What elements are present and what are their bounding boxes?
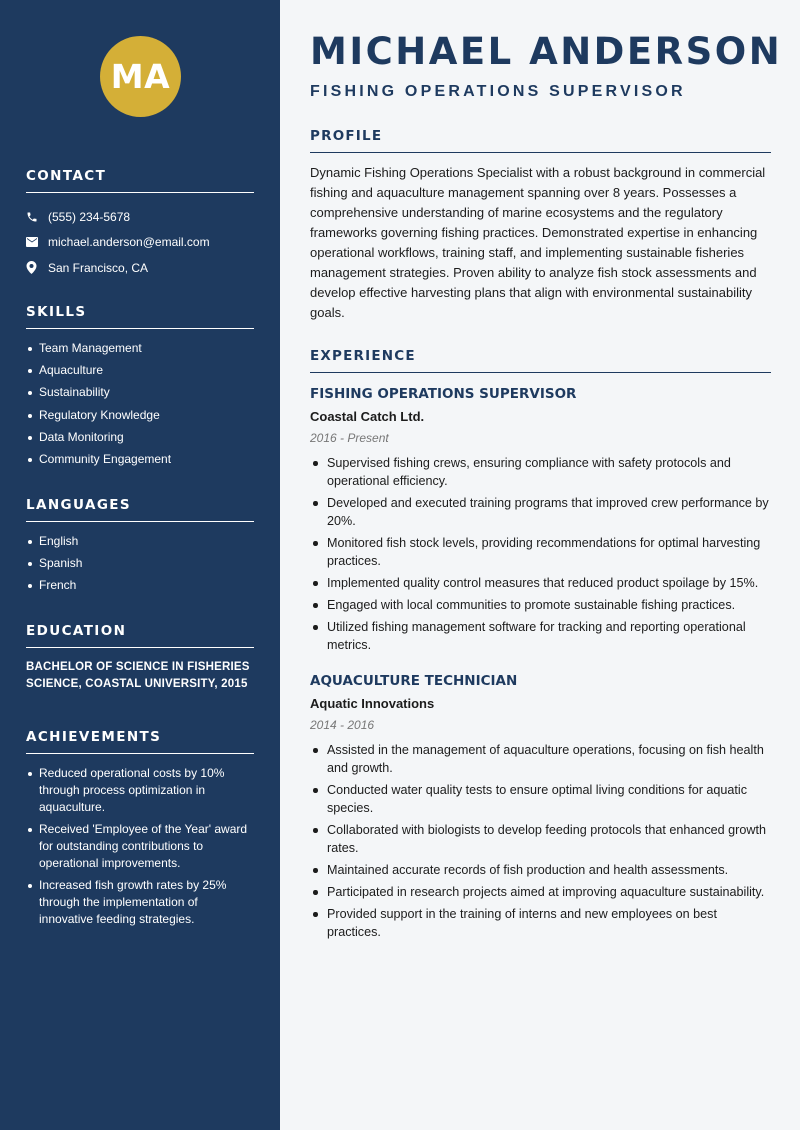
language-item: French bbox=[26, 577, 254, 594]
skill-item: Community Engagement bbox=[26, 451, 254, 468]
skill-item: Data Monitoring bbox=[26, 429, 254, 446]
job-dates: 2014 - 2016 bbox=[310, 718, 375, 732]
job-company: Aquatic Innovations bbox=[310, 696, 435, 711]
achievement-item: Increased fish growth rates by 25% through the implementation of innovative feeding strategies. bbox=[26, 877, 254, 928]
skills-list bbox=[26, 340, 254, 468]
email-icon bbox=[26, 237, 48, 247]
location-pin-icon bbox=[26, 261, 48, 274]
education-section bbox=[26, 623, 254, 693]
contact-section bbox=[26, 168, 254, 281]
email-text[interactable]: michael.anderson@email.com bbox=[48, 235, 210, 250]
job-bullet: Participated in research projects aimed at improving aquaculture sustainability. bbox=[310, 883, 771, 901]
contact-location bbox=[26, 255, 254, 281]
candidate-name: MICHAEL ANDERSON bbox=[310, 30, 783, 73]
education-heading: EDUCATION bbox=[26, 623, 254, 648]
job-bullet: Engaged with local communities to promote sustainable fishing practices. bbox=[310, 596, 771, 614]
job-entry bbox=[310, 386, 771, 658]
job-entry bbox=[310, 673, 771, 945]
job-bullets bbox=[310, 454, 771, 654]
job-bullet: Utilized fishing management software for tracking and reporting operational metrics. bbox=[310, 618, 771, 654]
skill-item: Team Management bbox=[26, 340, 254, 357]
job-bullet: Assisted in the management of aquaculture operations, focusing on fish health and growth. bbox=[310, 741, 771, 777]
skills-section bbox=[26, 304, 254, 473]
achievements-heading: ACHIEVEMENTS bbox=[26, 729, 254, 754]
job-title: AQUACULTURE TECHNICIAN bbox=[310, 673, 518, 689]
skills-heading: SKILLS bbox=[26, 304, 254, 329]
contact-phone bbox=[26, 204, 254, 230]
location-text: San Francisco, CA bbox=[48, 260, 149, 275]
achievements-list bbox=[26, 765, 254, 928]
contact-heading: CONTACT bbox=[26, 168, 254, 193]
profile-section bbox=[310, 128, 771, 323]
skill-item: Aquaculture bbox=[26, 362, 254, 379]
experience-heading: EXPERIENCE bbox=[310, 348, 771, 373]
job-bullet: Monitored fish stock levels, providing recommendations for optimal harvesting practices. bbox=[310, 534, 771, 570]
job-bullet: Developed and executed training programs that improved crew performance by 20%. bbox=[310, 494, 771, 530]
language-item: Spanish bbox=[26, 555, 254, 572]
job-bullet: Implemented quality control measures that reduced product spoilage by 15%. bbox=[310, 574, 771, 592]
languages-list bbox=[26, 533, 254, 594]
sidebar bbox=[0, 0, 280, 1130]
job-bullet: Conducted water quality tests to ensure optimal living conditions for aquatic species. bbox=[310, 781, 771, 817]
education-degree: BACHELOR OF SCIENCE IN FISHERIES SCIENCE, COASTAL UNIVERSITY, 2015 bbox=[26, 661, 250, 690]
achievement-item: Received 'Employee of the Year' award for outstanding contributions to operational improvements. bbox=[26, 821, 254, 872]
job-company: Coastal Catch Ltd. bbox=[310, 409, 425, 424]
language-item: English bbox=[26, 533, 254, 550]
avatar: MA bbox=[100, 36, 181, 117]
job-title: FISHING OPERATIONS SUPERVISOR bbox=[310, 386, 577, 402]
contact-email bbox=[26, 230, 254, 256]
job-bullet: Supervised fishing crews, ensuring compliance with safety protocols and operational efficiency. bbox=[310, 454, 771, 490]
job-dates: 2016 - Present bbox=[310, 431, 389, 445]
achievements-section bbox=[26, 729, 254, 933]
candidate-title: FISHING OPERATIONS SUPERVISOR bbox=[310, 83, 686, 100]
job-bullet: Maintained accurate records of fish production and health assessments. bbox=[310, 861, 771, 879]
languages-heading: LANGUAGES bbox=[26, 497, 254, 522]
profile-heading: PROFILE bbox=[310, 128, 771, 153]
achievement-item: Reduced operational costs by 10% through process optimization in aquaculture. bbox=[26, 765, 254, 816]
job-bullet: Provided support in the training of interns and new employees on best practices. bbox=[310, 905, 771, 941]
job-bullet: Collaborated with biologists to develop feeding protocols that enhanced growth rates. bbox=[310, 821, 771, 857]
experience-section bbox=[310, 348, 771, 373]
contact-list bbox=[26, 204, 254, 281]
skill-item: Sustainability bbox=[26, 384, 254, 401]
phone-text[interactable]: (555) 234-5678 bbox=[48, 209, 131, 224]
phone-icon bbox=[26, 211, 48, 223]
languages-section bbox=[26, 497, 254, 600]
profile-text: Dynamic Fishing Operations Specialist with a robust background in commercial fishing and aquaculture management spanning over 8 years. Possesses a comprehensive understanding of marine ecosystems and the regulatory frameworks governing fishing practices. Demonstrated expertise in enhancing operational workflows, training staff, and implementing sustainable fisheries management strategies. Proven ability to analyze fish stock assessments and develop effective harvesting plans that align with environmental sustainability goals. bbox=[310, 165, 766, 320]
job-bullets bbox=[310, 741, 771, 941]
skill-item: Regulatory Knowledge bbox=[26, 407, 254, 424]
